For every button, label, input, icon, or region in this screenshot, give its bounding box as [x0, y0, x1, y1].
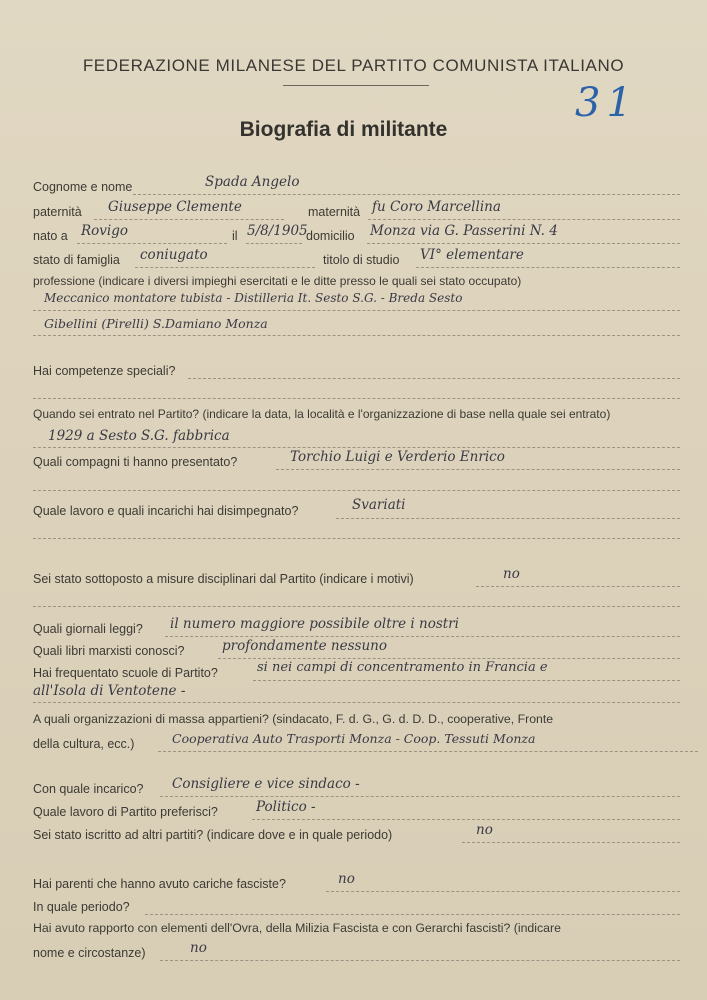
professione-value-2: Gibellini (Pirelli) S.Damiano Monza [44, 316, 268, 331]
periodo-line [145, 914, 680, 915]
organization-header: FEDERAZIONE MILANESE DEL PARTITO COMUNISTA ITALIANO [82, 56, 625, 75]
cognome-line [133, 194, 680, 195]
domicilio-label: domicilio [306, 229, 355, 243]
competenze-line [188, 378, 680, 379]
cognome-label: Cognome e nome [33, 180, 133, 194]
maternita-line [368, 219, 680, 220]
compagni-line [276, 469, 680, 470]
cognome-value: Spada Angelo [205, 174, 300, 190]
lavoro-value: Svariati [352, 497, 406, 513]
entrato-value: 1929 a Sesto S.G. fabbrica [48, 428, 230, 444]
scuole-line-2 [33, 702, 680, 703]
massa-value: Cooperativa Auto Trasporti Monza - Coop. Tessuti Monza [172, 731, 536, 746]
disciplinari-label: Sei stato sottoposto a misure disciplinari dal Partito (indicare i motivi) [33, 572, 414, 586]
altri-partiti-line [462, 842, 680, 843]
competenze-label: Hai competenze speciali? [33, 364, 176, 378]
maternita-value: fu Coro Marcellina [372, 199, 501, 215]
document-number: 31 [575, 80, 638, 126]
incarico-line [160, 796, 680, 797]
nato-line [77, 243, 227, 244]
giornali-label: Quali giornali leggi? [33, 622, 143, 636]
massa-label-1: A quali organizzazioni di massa appartieni? (sindacato, F. d. G., G. d. D. D., cooperative, Fronte [33, 712, 554, 726]
massa-line [158, 751, 698, 752]
giornali-line [165, 636, 680, 637]
professione-value-1: Meccanico montatore tubista - Distilleria It. Sesto S.G. - Breda Sesto [44, 291, 463, 305]
il-label: il [232, 229, 238, 243]
famiglia-value: coniugato [140, 247, 208, 263]
scuole-label: Hai frequentato scuole di Partito? [33, 666, 218, 680]
disciplinari-line [476, 586, 680, 587]
libri-value: profondamente nessuno [222, 638, 387, 654]
lavoro-line-2 [33, 538, 680, 539]
famiglia-line [135, 267, 315, 268]
preferisci-label: Quale lavoro di Partito preferisci? [33, 805, 218, 819]
lavoro-label: Quale lavoro e quali incarichi hai disimpegnato? [33, 504, 299, 518]
giornali-value: il numero maggiore possibile oltre i nostri [170, 616, 459, 632]
paternita-label: paternità [33, 205, 82, 219]
professione-label: professione (indicare i diversi impieghi esercitati e le ditte presso le quali sei stato occupato) [33, 274, 522, 288]
studio-line [416, 267, 680, 268]
professione-line-1 [33, 310, 680, 311]
altri-partiti-label: Sei stato iscritto ad altri partiti? (indicare dove e in quale periodo) [33, 828, 393, 842]
domicilio-line [367, 243, 680, 244]
compagni-line-2 [33, 490, 680, 491]
libri-line [218, 658, 680, 659]
disciplinari-line-2 [33, 606, 680, 607]
altri-partiti-value: no [476, 822, 493, 838]
preferisci-line [252, 819, 680, 820]
ovra-label-1: Hai avuto rapporto con elementi dell'Ovra, della Milizia Fascista e con Gerarchi fascisti? (indicare [33, 921, 561, 935]
entrato-label: Quando sei entrato nel Partito? (indicare la data, la località e l'organizzazione di base nella quale sei entrato) [33, 407, 611, 421]
nato-value: Rovigo [81, 223, 129, 239]
scuole-value-1: si nei campi di concentramento in Francia e [257, 660, 548, 675]
ovra-value: no [190, 940, 207, 956]
competenze-line-2 [33, 398, 680, 399]
libri-label: Quali libri marxisti conosci? [33, 644, 185, 658]
domicilio-value: Monza via G. Passerini N. 4 [370, 223, 558, 239]
maternita-label: maternità [308, 205, 361, 219]
preferisci-value: Politico - [256, 799, 316, 815]
ovra-label-2: nome e circostanze) [33, 946, 146, 960]
il-value: 5/8/1905 [247, 223, 308, 239]
compagni-value: Torchio Luigi e Verderio Enrico [290, 449, 505, 465]
studio-value: VI° elementare [420, 247, 524, 263]
incarico-value: Consigliere e vice sindaco - [172, 776, 360, 792]
periodo-label: In quale periodo? [33, 900, 130, 914]
ovra-line [160, 960, 680, 961]
il-line [246, 243, 302, 244]
parenti-value: no [338, 871, 355, 887]
nato-label: nato a [33, 229, 68, 243]
header-divider [283, 85, 429, 86]
paternita-value: Giuseppe Clemente [108, 199, 242, 215]
incarico-label: Con quale incarico? [33, 782, 144, 796]
parenti-label: Hai parenti che hanno avuto cariche fasciste? [33, 877, 286, 891]
compagni-label: Quali compagni ti hanno presentato? [33, 455, 238, 469]
studio-label: titolo di studio [323, 253, 400, 267]
scuole-line [253, 680, 680, 681]
paternita-line [94, 219, 284, 220]
lavoro-line [336, 518, 680, 519]
entrato-line [33, 447, 680, 448]
form-title: Biografia di militante [239, 118, 448, 141]
disciplinari-value: no [503, 566, 520, 582]
massa-label-2: della cultura, ecc.) [33, 737, 135, 751]
famiglia-label: stato di famiglia [33, 253, 120, 267]
scuole-value-2: all'Isola di Ventotene - [33, 683, 186, 699]
parenti-line [326, 891, 680, 892]
professione-line-2 [33, 335, 680, 336]
